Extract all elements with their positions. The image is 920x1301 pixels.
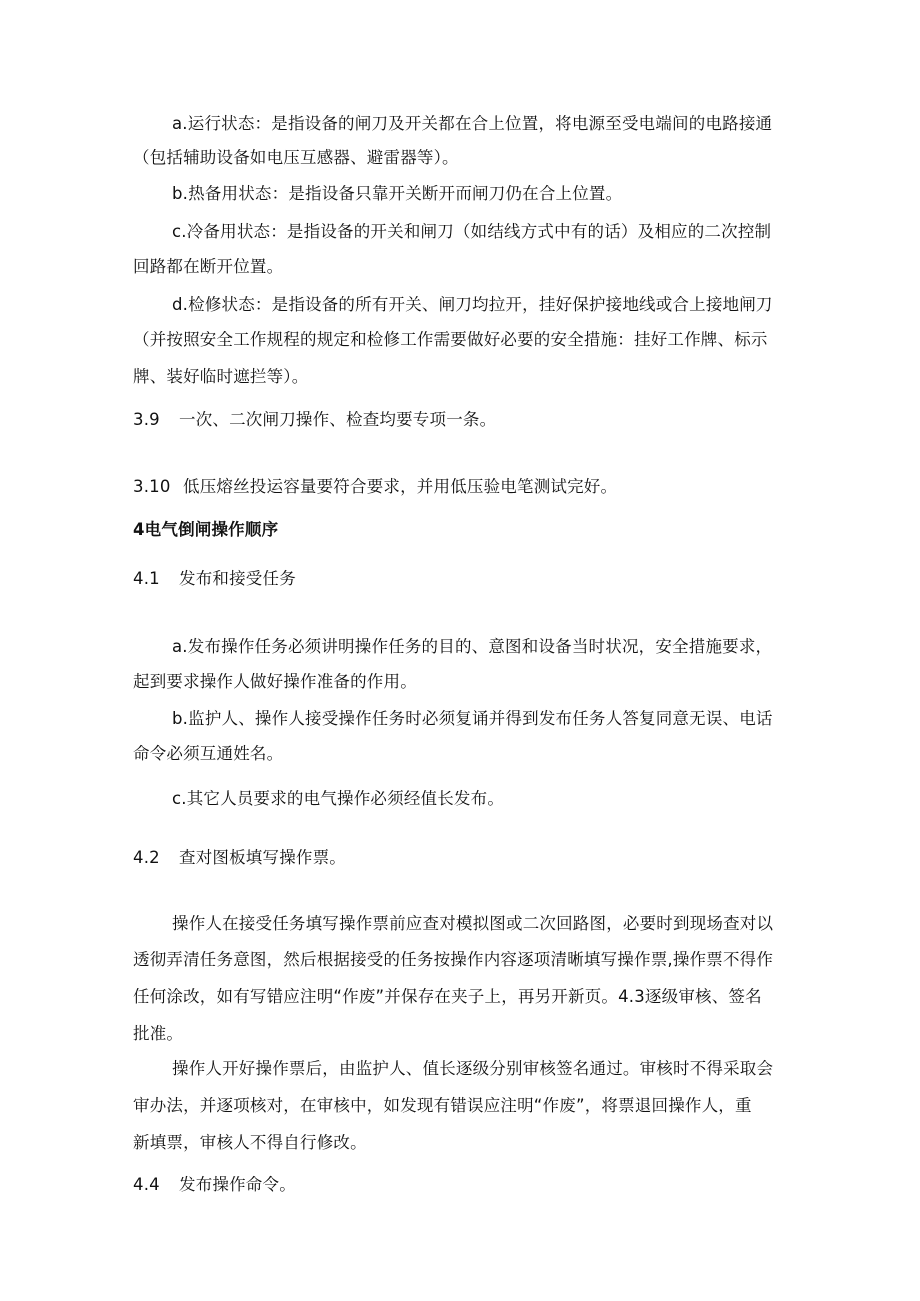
paragraph-line: c.冷备用状态：是指设备的开关和闸刀（如结线方式中有的话）及相应的二次控制 [172, 222, 772, 241]
numbered-item [133, 846, 346, 870]
paragraph-line: d.检修状态：是指设备的所有开关、闸刀均拉开，挂好保护接地线或合上接地闸刀 [172, 295, 773, 314]
item-number: 4.4 [133, 1175, 160, 1194]
paragraph-line: 起到要求操作人做好操作准备的作用。 [133, 672, 417, 691]
paragraph-line: 牌、装好临时遮拦等）。 [133, 367, 309, 386]
numbered-item [133, 567, 296, 591]
item-number: 4.2 [133, 848, 160, 867]
paragraph-line: b.监护人、操作人接受操作任务时必须复诵并得到发布任务人答复同意无误、电话 [172, 709, 773, 728]
item-text: 低压熔丝投运容量要符合要求，并用低压验电笔测试完好。 [183, 477, 618, 496]
paragraph-line: b.热备用状态：是指设备只靠开关断开而闸刀仍在合上位置。 [172, 184, 623, 203]
paragraph-line: 新填票，审核人不得自行修改。 [133, 1133, 367, 1152]
numbered-item [133, 408, 496, 432]
paragraph-line: （并按照安全工作规程的规定和检修工作需要做好必要的安全措施：挂好工作牌、标示 [133, 330, 768, 349]
item-number: 3.9 [133, 410, 160, 429]
item-text: 发布操作命令。 [179, 1175, 296, 1194]
paragraph-line: 操作人开好操作票后，由监护人、值长逐级分别审核签名通过。审核时不得采取会 [172, 1059, 774, 1078]
paragraph-line: （包括辅助设备如电压互感器、避雷器等）。 [133, 148, 459, 167]
numbered-item [133, 1173, 296, 1197]
paragraph-line: 透彻弄清任务意图，然后根据接受的任务按操作内容逐项清晰填写操作票,操作票不得作 [133, 950, 774, 969]
paragraph-line: 命令必须互通姓名。 [133, 744, 284, 763]
paragraph-line: 回路都在断开位置。 [133, 257, 284, 276]
item-number: 3.10 [133, 477, 171, 496]
paragraph-line: 批准。 [133, 1024, 184, 1043]
paragraph-line: a.运行状态：是指设备的闸刀及开关都在合上位置，将电源至受电端间的电路接通 [172, 114, 773, 133]
item-number: 4.1 [133, 569, 160, 588]
paragraph-line: 任何涂改，如有写错应注明“作废”并保存在夹子上，再另开新页。4.3逐级审核、签名 [133, 987, 762, 1006]
section-heading: 4电气倒闸操作顺序 [133, 520, 279, 539]
item-text: 查对图板填写操作票。 [179, 848, 346, 867]
numbered-item [133, 475, 617, 499]
paragraph-line: 操作人在接受任务填写操作票前应查对模拟图或二次回路图，必要时到现场查对以 [172, 914, 774, 933]
item-text: 一次、二次闸刀操作、检查均要专项一条。 [179, 410, 497, 429]
paragraph-line: a.发布操作任务必须讲明操作任务的目的、意图和设备当时状况，安全措施要求， [172, 637, 773, 656]
paragraph-line: c.其它人员要求的电气操作必须经值长发布。 [172, 789, 505, 808]
paragraph-line: 审办法，并逐项核对，在审核中，如发现有错误应注明“作废”，将票退回操作人，重 [133, 1096, 752, 1115]
item-text: 发布和接受任务 [179, 569, 296, 588]
